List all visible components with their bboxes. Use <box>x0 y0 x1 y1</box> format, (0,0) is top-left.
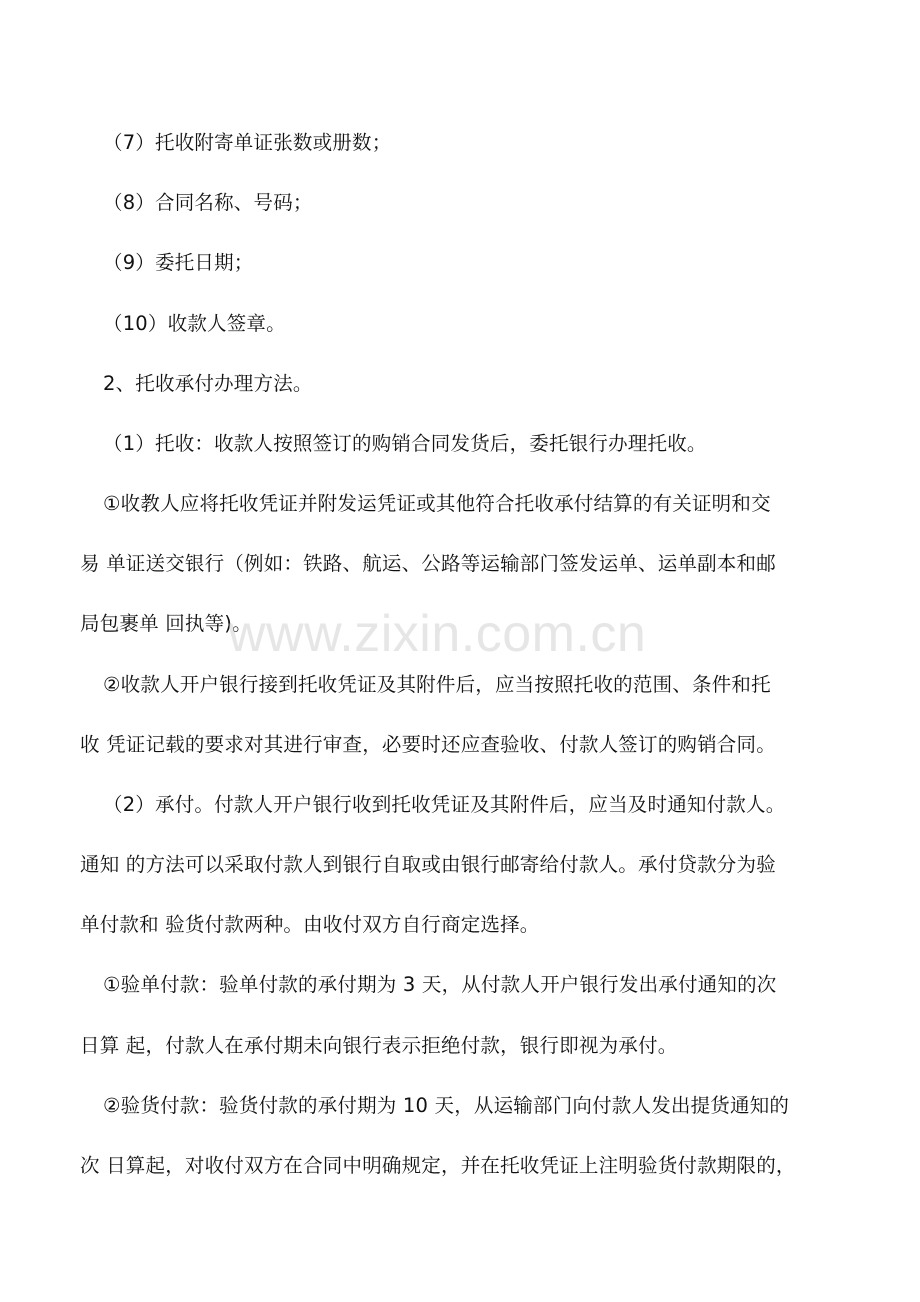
paragraph-6-line-2: 次 日算起，对收付双方在合同中明确规定，并在托收凭证上注明验货付款期限的， <box>80 1154 796 1177</box>
paragraph-2-line-1: ①收教人应将托收凭证并附发运凭证或其他符合托收承付结算的有关证明和交 <box>103 492 771 515</box>
item-8-line: （8）合同名称、号码； <box>103 191 313 214</box>
paragraph-2-line-2: 易 单证送交银行（例如：铁路、航运、公路等运输部门签发运单、运单副本和邮 <box>80 552 776 575</box>
paragraph-4-line-3: 单付款和 验货付款两种。由收付双方自行商定选择。 <box>80 913 540 936</box>
paragraph-5-line-1: ①验单付款：验单付款的承付期为 3 天，从付款人开户银行发出承付通知的次 <box>103 973 777 996</box>
paragraph-5-line-2: 日算 起，付款人在承付期未向银行表示拒绝付款，银行即视为承付。 <box>80 1034 678 1057</box>
paragraph-6-line-1: ②验货付款：验货付款的承付期为 10 天，从运输部门向付款人发出提货通知的 <box>103 1094 790 1117</box>
section-heading-2: 2、托收承付办理方法。 <box>103 372 313 395</box>
item-10-line: （10）收款人签章。 <box>103 312 286 335</box>
paragraph-4-line-2: 通知 的方法可以采取付款人到银行自取或由银行邮寄给付款人。承付贷款分为验 <box>80 853 776 876</box>
paragraph-4-line-1: （2）承付。付款人开户银行收到托收凭证及其附件后，应当及时通知付款人。 <box>103 793 786 816</box>
item-7-line: （7）托收附寄单证张数或册数； <box>103 131 392 154</box>
item-9-line: （9）委托日期； <box>103 251 254 274</box>
paragraph-3-line-1: ②收款人开户银行接到托收凭证及其附件后，应当按照托收的范围、条件和托 <box>103 673 771 696</box>
paragraph-2-line-3: 局包裹单 回执等)。 <box>80 612 252 635</box>
paragraph-1-line-1: （1）托收：收款人按照签订的购销合同发货后，委托银行办理托收。 <box>103 432 707 455</box>
paragraph-3-line-2: 收 凭证记载的要求对其进行审查，必要时还应查验收、付款人签订的购销合同。 <box>80 733 776 756</box>
watermark-text: www.zixin.com.cn <box>228 605 647 663</box>
